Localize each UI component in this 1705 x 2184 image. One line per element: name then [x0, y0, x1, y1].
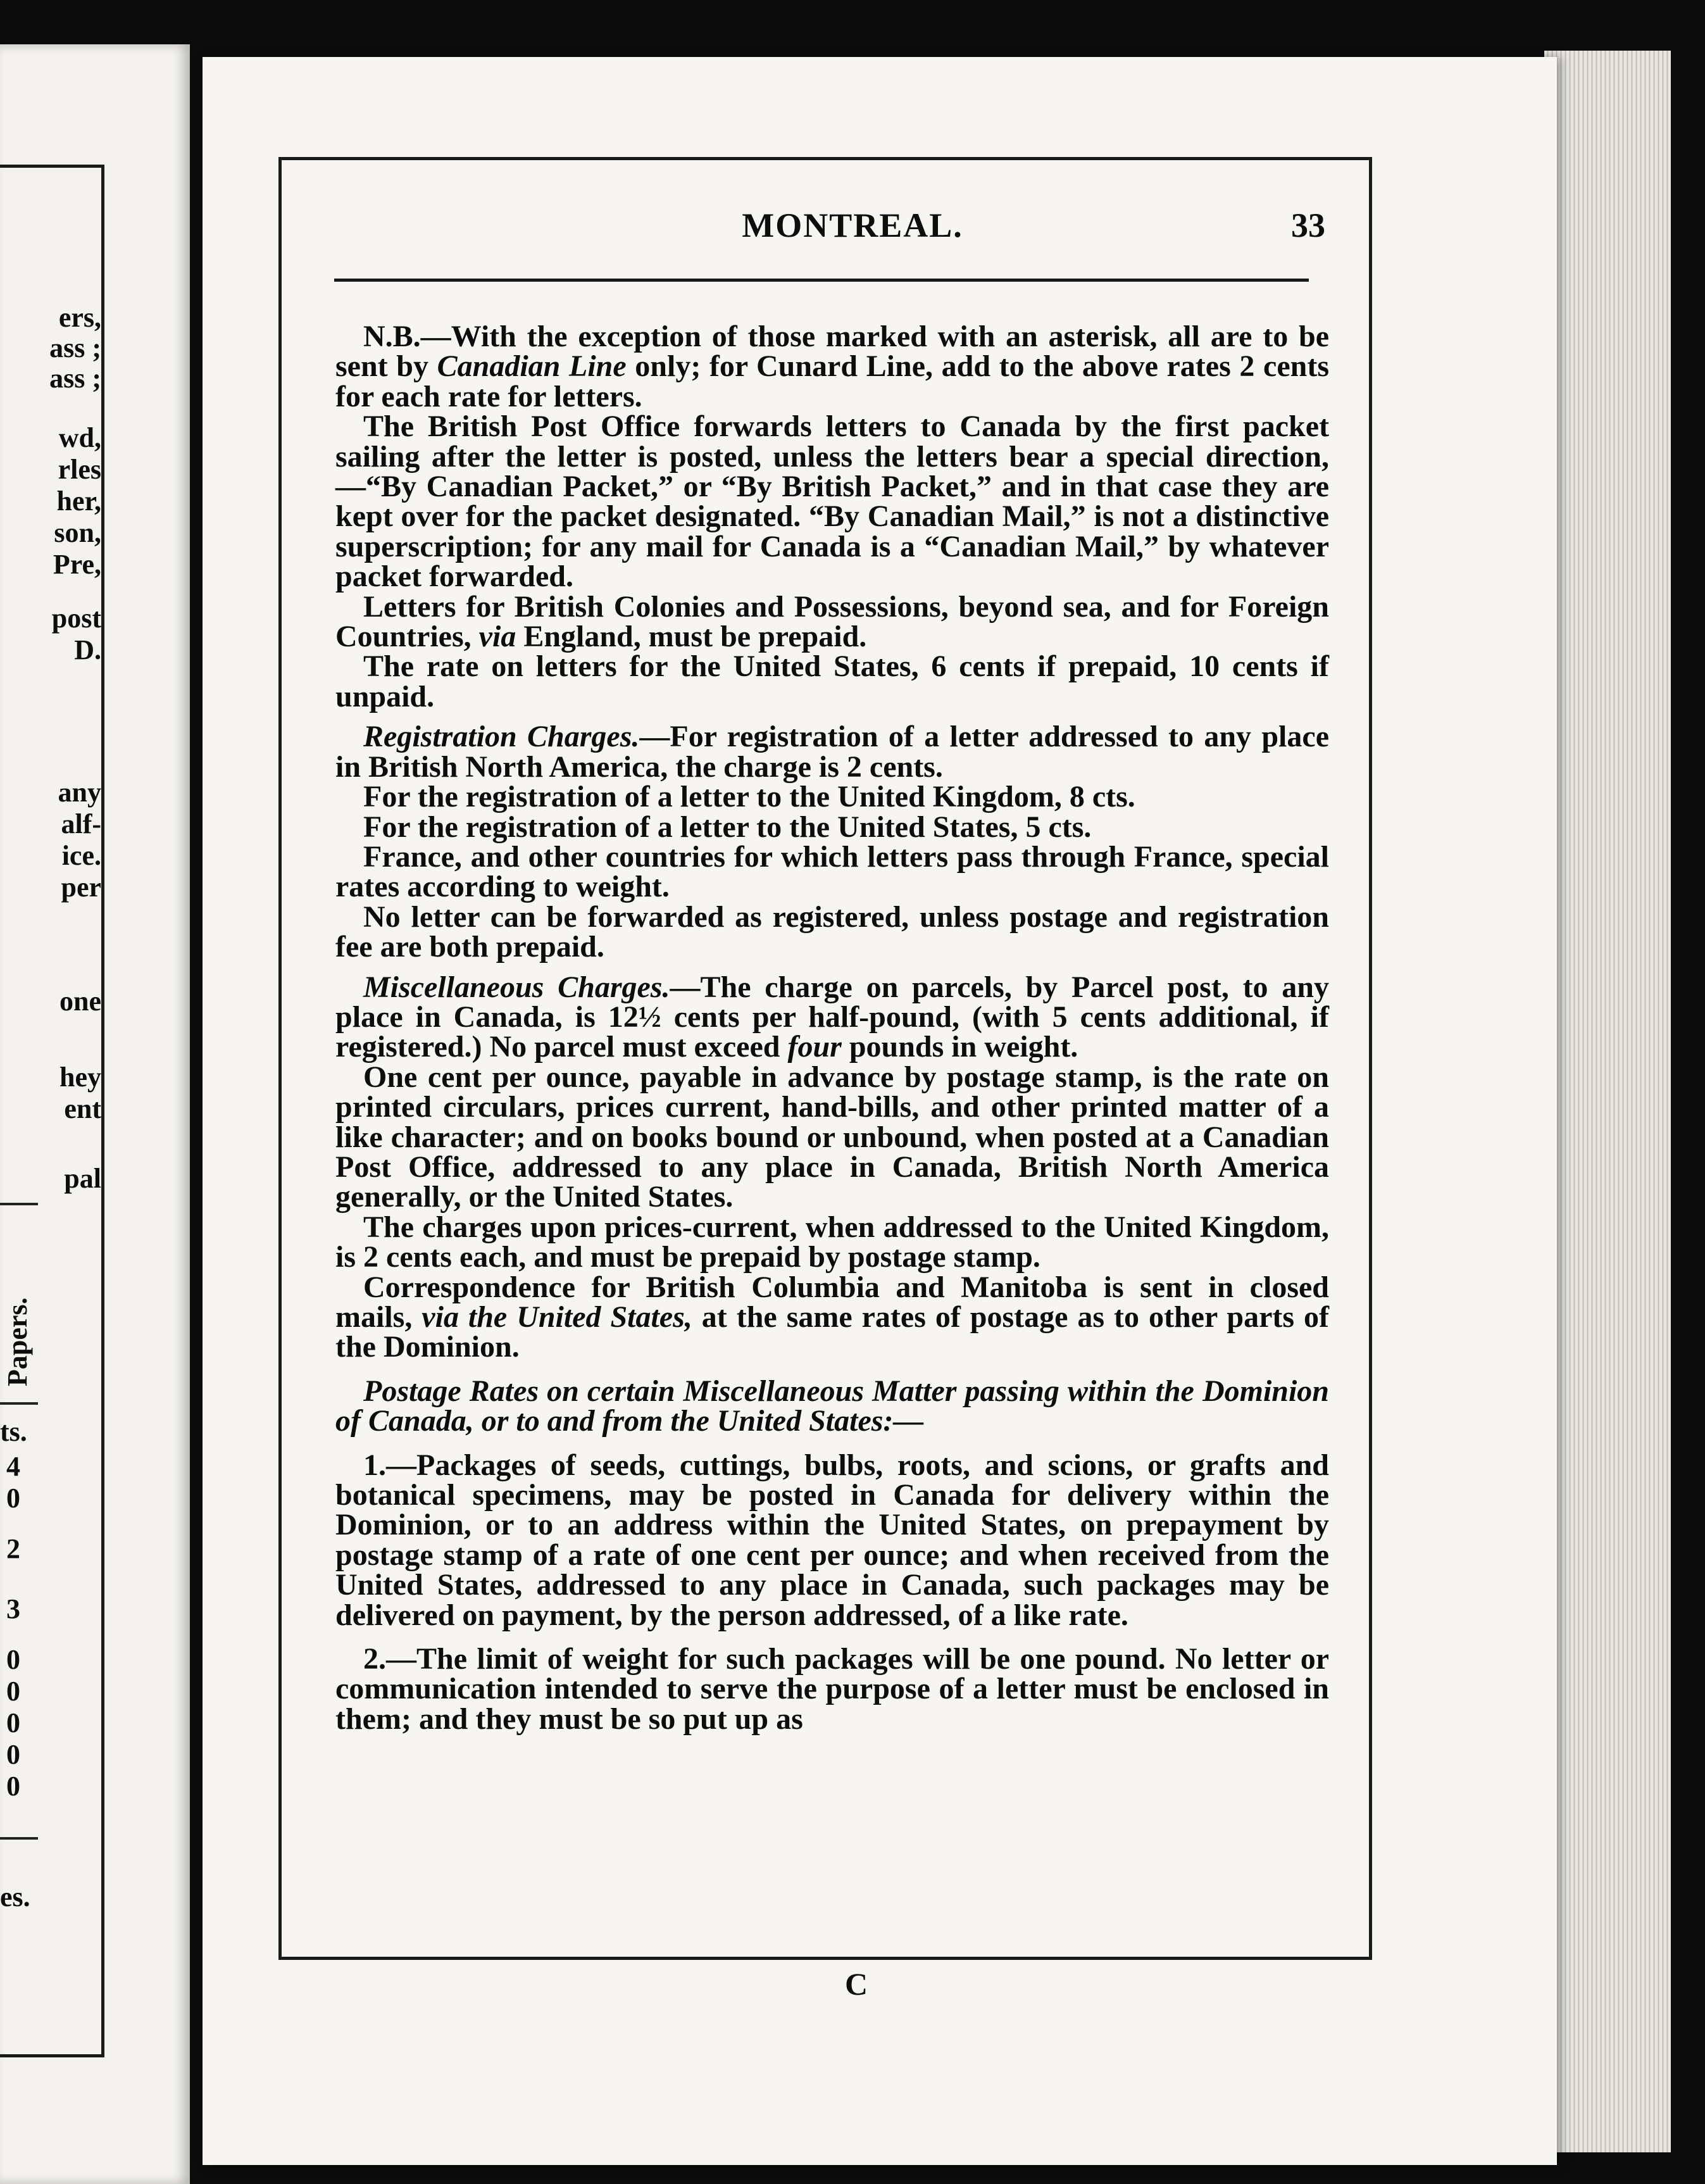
- paragraph-france: France, and other countries for which letters pass through France, special rates according to weight.: [335, 839, 1329, 904]
- paragraph-registration-uk: For the registration of a letter to the United Kingdom, 8 cts.: [363, 780, 1135, 814]
- left-digit: 0: [6, 1676, 20, 1707]
- left-cts-label: ts.: [0, 1416, 27, 1447]
- left-fragment: alf-: [61, 808, 101, 839]
- paragraph-miscellaneous: Miscellaneous Charges.—The charge on parcels, by Parcel post, to any place in Canada, is 12½ cents per half-pound, (with 5 cents additional, if registered.) No parcel must exceed four pounds in weight.: [335, 970, 1329, 1064]
- paragraph-seeds: 1.—Packages of seeds, cuttings, bulbs, roots, and scions, or grafts and botanical specimens, may be posted in Canada for delivery within the Dominion, or to an address within the United States, on prepayment by postage stamp of a rate of one cent per ounce; and when received from the United States, addressed to any place in Canada, such packages may be delivered on payment, by the person addressed, of a like rate.: [335, 1448, 1329, 1632]
- paragraph-british-post-office: The British Post Office forwards letters to Canada by the first packet sailing after the letter is posted, unless the letters bear a special direction,—“By Canadian Packet,” or “By British Packet,” and in that case they are kept over for the packet designated. “By Canadian Mail,” is not a distinctive superscription; for any mail for Canada is a “Canadian Mail,” by whatever packet forwarded.: [335, 410, 1329, 594]
- left-fragment: ers,: [58, 302, 101, 333]
- left-digit: 0: [6, 1707, 20, 1738]
- paragraph-no-letter: No letter can be forwarded as registered, unless postage and registration fee are both prepaid.: [335, 900, 1329, 964]
- paragraph-prices-current: The charges upon prices-current, when addressed to the United Kingdom, is 2 cents each, and must be prepaid by postage stamp.: [335, 1210, 1329, 1274]
- left-fragment: hey: [59, 1062, 101, 1093]
- page-edges: [1544, 51, 1671, 2152]
- left-digit: 0: [6, 1739, 20, 1770]
- header-rule: [334, 279, 1309, 282]
- paragraph-nb: N.B.—With the exception of those marked with an asterisk, all are to be sent by Canadian Line only; for Cunard Line, add to the above rates 2 cents for each rate for letters.: [335, 320, 1330, 413]
- left-fragment: es.: [0, 1881, 30, 1912]
- left-digit: 3: [6, 1593, 20, 1624]
- left-papers-label: Papers.: [2, 1297, 33, 1386]
- left-fragment: wd,: [58, 422, 101, 453]
- paragraph-weight-limit: 2.—The limit of weight for such packages will be one pound. No letter or communication intended to serve the purpose of a letter must be enclosed in them; and they must be so put up as: [335, 1642, 1329, 1736]
- left-fragment: pal: [64, 1163, 101, 1194]
- signature-mark: C: [845, 1966, 868, 2002]
- left-fragment: rles: [58, 454, 101, 485]
- left-facing-page: [0, 44, 190, 2184]
- left-fragment: one: [59, 986, 101, 1017]
- left-rule: [0, 1203, 38, 1205]
- paragraph-united-states-rate: The rate on letters for the United States, 6 cents if prepaid, 10 cents if unpaid.: [335, 650, 1329, 713]
- left-fragment: ent: [64, 1093, 101, 1124]
- left-fragment: D.: [74, 634, 101, 665]
- left-digit: 4: [6, 1451, 20, 1482]
- left-fragment: post: [51, 603, 101, 634]
- paragraph-correspondence: Correspondence for British Columbia and Manitoba is sent in closed mails, via the United States, at the same rates of postage as to other parts of the Dominion.: [335, 1270, 1329, 1364]
- left-rule: [0, 1837, 38, 1840]
- paragraph-registration-us: For the registration of a letter to the United States, 5 cts.: [363, 810, 1092, 844]
- left-fragment: her,: [56, 486, 101, 517]
- left-fragment: any: [58, 777, 101, 808]
- left-fragment: Pre,: [53, 549, 101, 580]
- left-fragment: ice.: [61, 840, 101, 871]
- left-fragment: ass ;: [49, 332, 101, 363]
- paragraph-colonies: Letters for British Colonies and Possessions, beyond sea, and for Foreign Countries, via England, must be prepaid.: [335, 589, 1329, 654]
- paragraph-postage-rates-heading: Postage Rates on certain Miscellaneous Matter passing within the Dominion of Canada, or to and from the United States:—: [335, 1374, 1329, 1438]
- left-digit: 0: [6, 1644, 20, 1675]
- page-number: 33: [1291, 206, 1325, 244]
- left-rule: [0, 1402, 38, 1405]
- left-fragment: son,: [54, 517, 101, 548]
- left-fragment: ass ;: [49, 363, 101, 394]
- paragraph-registration: Registration Charges.—For registration of a letter addressed to any place in British North America, the charge is 2 cents.: [335, 720, 1330, 784]
- left-digit: 2: [6, 1533, 20, 1564]
- left-fragment: per: [61, 872, 101, 903]
- left-digit: 0: [6, 1483, 20, 1514]
- left-digit: 0: [6, 1771, 20, 1802]
- paragraph-printed-matter: One cent per ounce, payable in advance by postage stamp, is the rate on printed circulars, prices current, hand-bills, and other printed matter of a like character; and on books bound or unbound, when posted at a Canadian Post Office, addressed to any place in Canada, British North America generally, or the United States.: [335, 1060, 1329, 1214]
- page-title: MONTREAL.: [742, 206, 963, 244]
- body-text: [335, 322, 1329, 1734]
